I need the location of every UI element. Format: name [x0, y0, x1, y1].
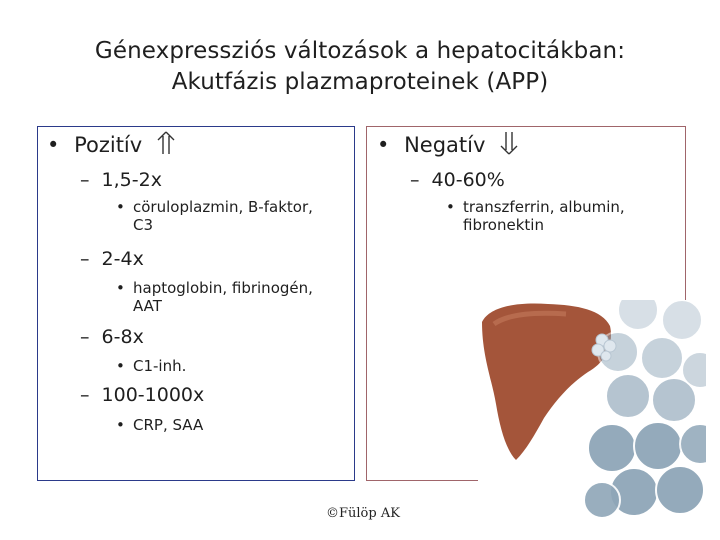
cluster-dot	[601, 351, 611, 361]
hepatocyte-cell	[584, 482, 620, 518]
heading-bullet: •	[47, 133, 60, 157]
bullet: •	[116, 357, 125, 375]
up-double-arrow-icon	[157, 131, 175, 155]
hepatocyte-cell	[618, 300, 658, 330]
hepatocyte-cell	[662, 300, 702, 340]
positive-proteins-2	[116, 279, 348, 315]
hepatocyte-cell	[606, 374, 650, 418]
negative-heading-label: Negatív	[404, 133, 486, 157]
protein-list-line: C3	[133, 216, 154, 234]
positive-heading-label: Pozitív	[74, 133, 143, 157]
protein-list-line: fibronektin	[463, 216, 544, 234]
positive-proteins-4	[116, 416, 348, 434]
bullet: •	[446, 198, 455, 216]
slide-title	[0, 36, 720, 98]
dash: –	[80, 169, 90, 191]
positive-fold-1	[80, 168, 162, 192]
hepatocyte-cell	[641, 337, 683, 379]
positive-fold-3	[80, 325, 144, 349]
down-double-arrow-icon	[500, 131, 518, 155]
dash: –	[80, 326, 90, 348]
hepatocyte-cell	[634, 422, 682, 470]
cluster-dot	[604, 340, 616, 352]
hepatocyte-cell	[588, 424, 636, 472]
dash: –	[80, 384, 90, 406]
protein-list-line: transzferrin, albumin,	[463, 198, 625, 216]
dash: –	[410, 169, 420, 191]
protein-list-line: haptoglobin, fibrinogén,	[133, 279, 313, 297]
fold-change-label: 40-60%	[431, 169, 505, 191]
fold-change-label: 6-8x	[101, 326, 144, 348]
fold-change-label: 2-4x	[101, 248, 144, 270]
bullet: •	[116, 198, 125, 216]
protein-list-line: AAT	[133, 297, 162, 315]
protein-list-line: cöruloplazmin, B-faktor,	[133, 198, 313, 216]
fold-change-label: 1,5-2x	[101, 169, 162, 191]
negative-heading	[377, 131, 518, 159]
positive-fold-4	[80, 383, 204, 407]
copyright-footer: ©Fülöp AK	[326, 506, 400, 521]
negative-proteins-1	[446, 198, 678, 234]
heading-bullet: •	[377, 133, 390, 157]
positive-proteins-3	[116, 357, 348, 375]
liver-hepatocytes-illustration	[478, 300, 706, 540]
dash: –	[80, 248, 90, 270]
negative-fold-1	[410, 168, 505, 192]
positive-heading	[47, 131, 175, 159]
bullet: •	[116, 416, 125, 434]
positive-fold-2	[80, 247, 144, 271]
title-line-2: Akutfázis plazmaproteinek (APP)	[171, 69, 549, 95]
title-line-1: Génexpressziós változások a hepatocitákban:	[94, 38, 626, 64]
protein-list-line: C1-inh.	[133, 357, 187, 375]
protein-list-line: CRP, SAA	[133, 416, 204, 434]
bullet: •	[116, 279, 125, 297]
fold-change-label: 100-1000x	[101, 384, 205, 406]
hepatocyte-cell	[656, 466, 704, 514]
positive-proteins-1	[116, 198, 348, 234]
